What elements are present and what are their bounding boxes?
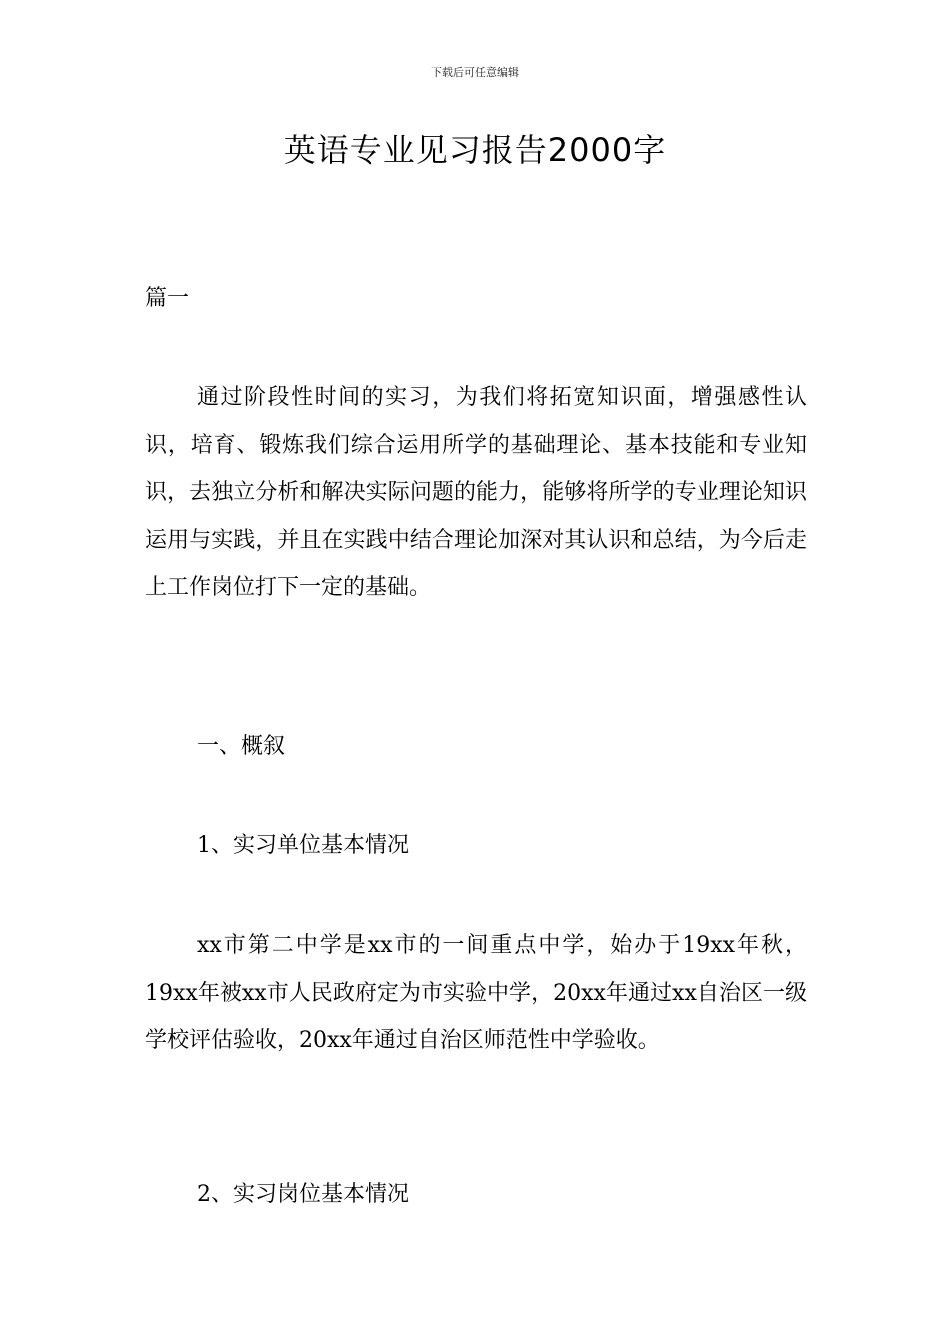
unit-info-paragraph: xx市第二中学是xx市的一间重点中学，始办于19xx年秋，19xx年被xx市人民政府定为市实验中学，20xx年通过xx自治区一级学校评估验收，20xx年通过自治区师范性中学验收。: [145, 933, 807, 1053]
heading-overview: 一、概叙: [197, 734, 286, 759]
heading-post-info: 2、实习岗位基本情况: [197, 1182, 409, 1207]
intro-paragraph: 通过阶段性时间的实习，为我们将拓宽知识面，增强感性认识，培育、锻炼我们综合运用所学的基础理论、基本技能和专业知识，去独立分析和解决实际问题的能力，能够将所学的专业理论知识运用与实践，并且在实践中结合理论加深对其认识和总结，为今后走上工作岗位打下一定的基础。: [145, 385, 807, 600]
heading-unit-info: 1、实习单位基本情况: [197, 833, 409, 858]
section-label: 篇一: [145, 286, 190, 311]
document-title: 英语专业见习报告2000字: [283, 131, 667, 169]
header-note: 下载后可任意编辑: [431, 66, 519, 79]
